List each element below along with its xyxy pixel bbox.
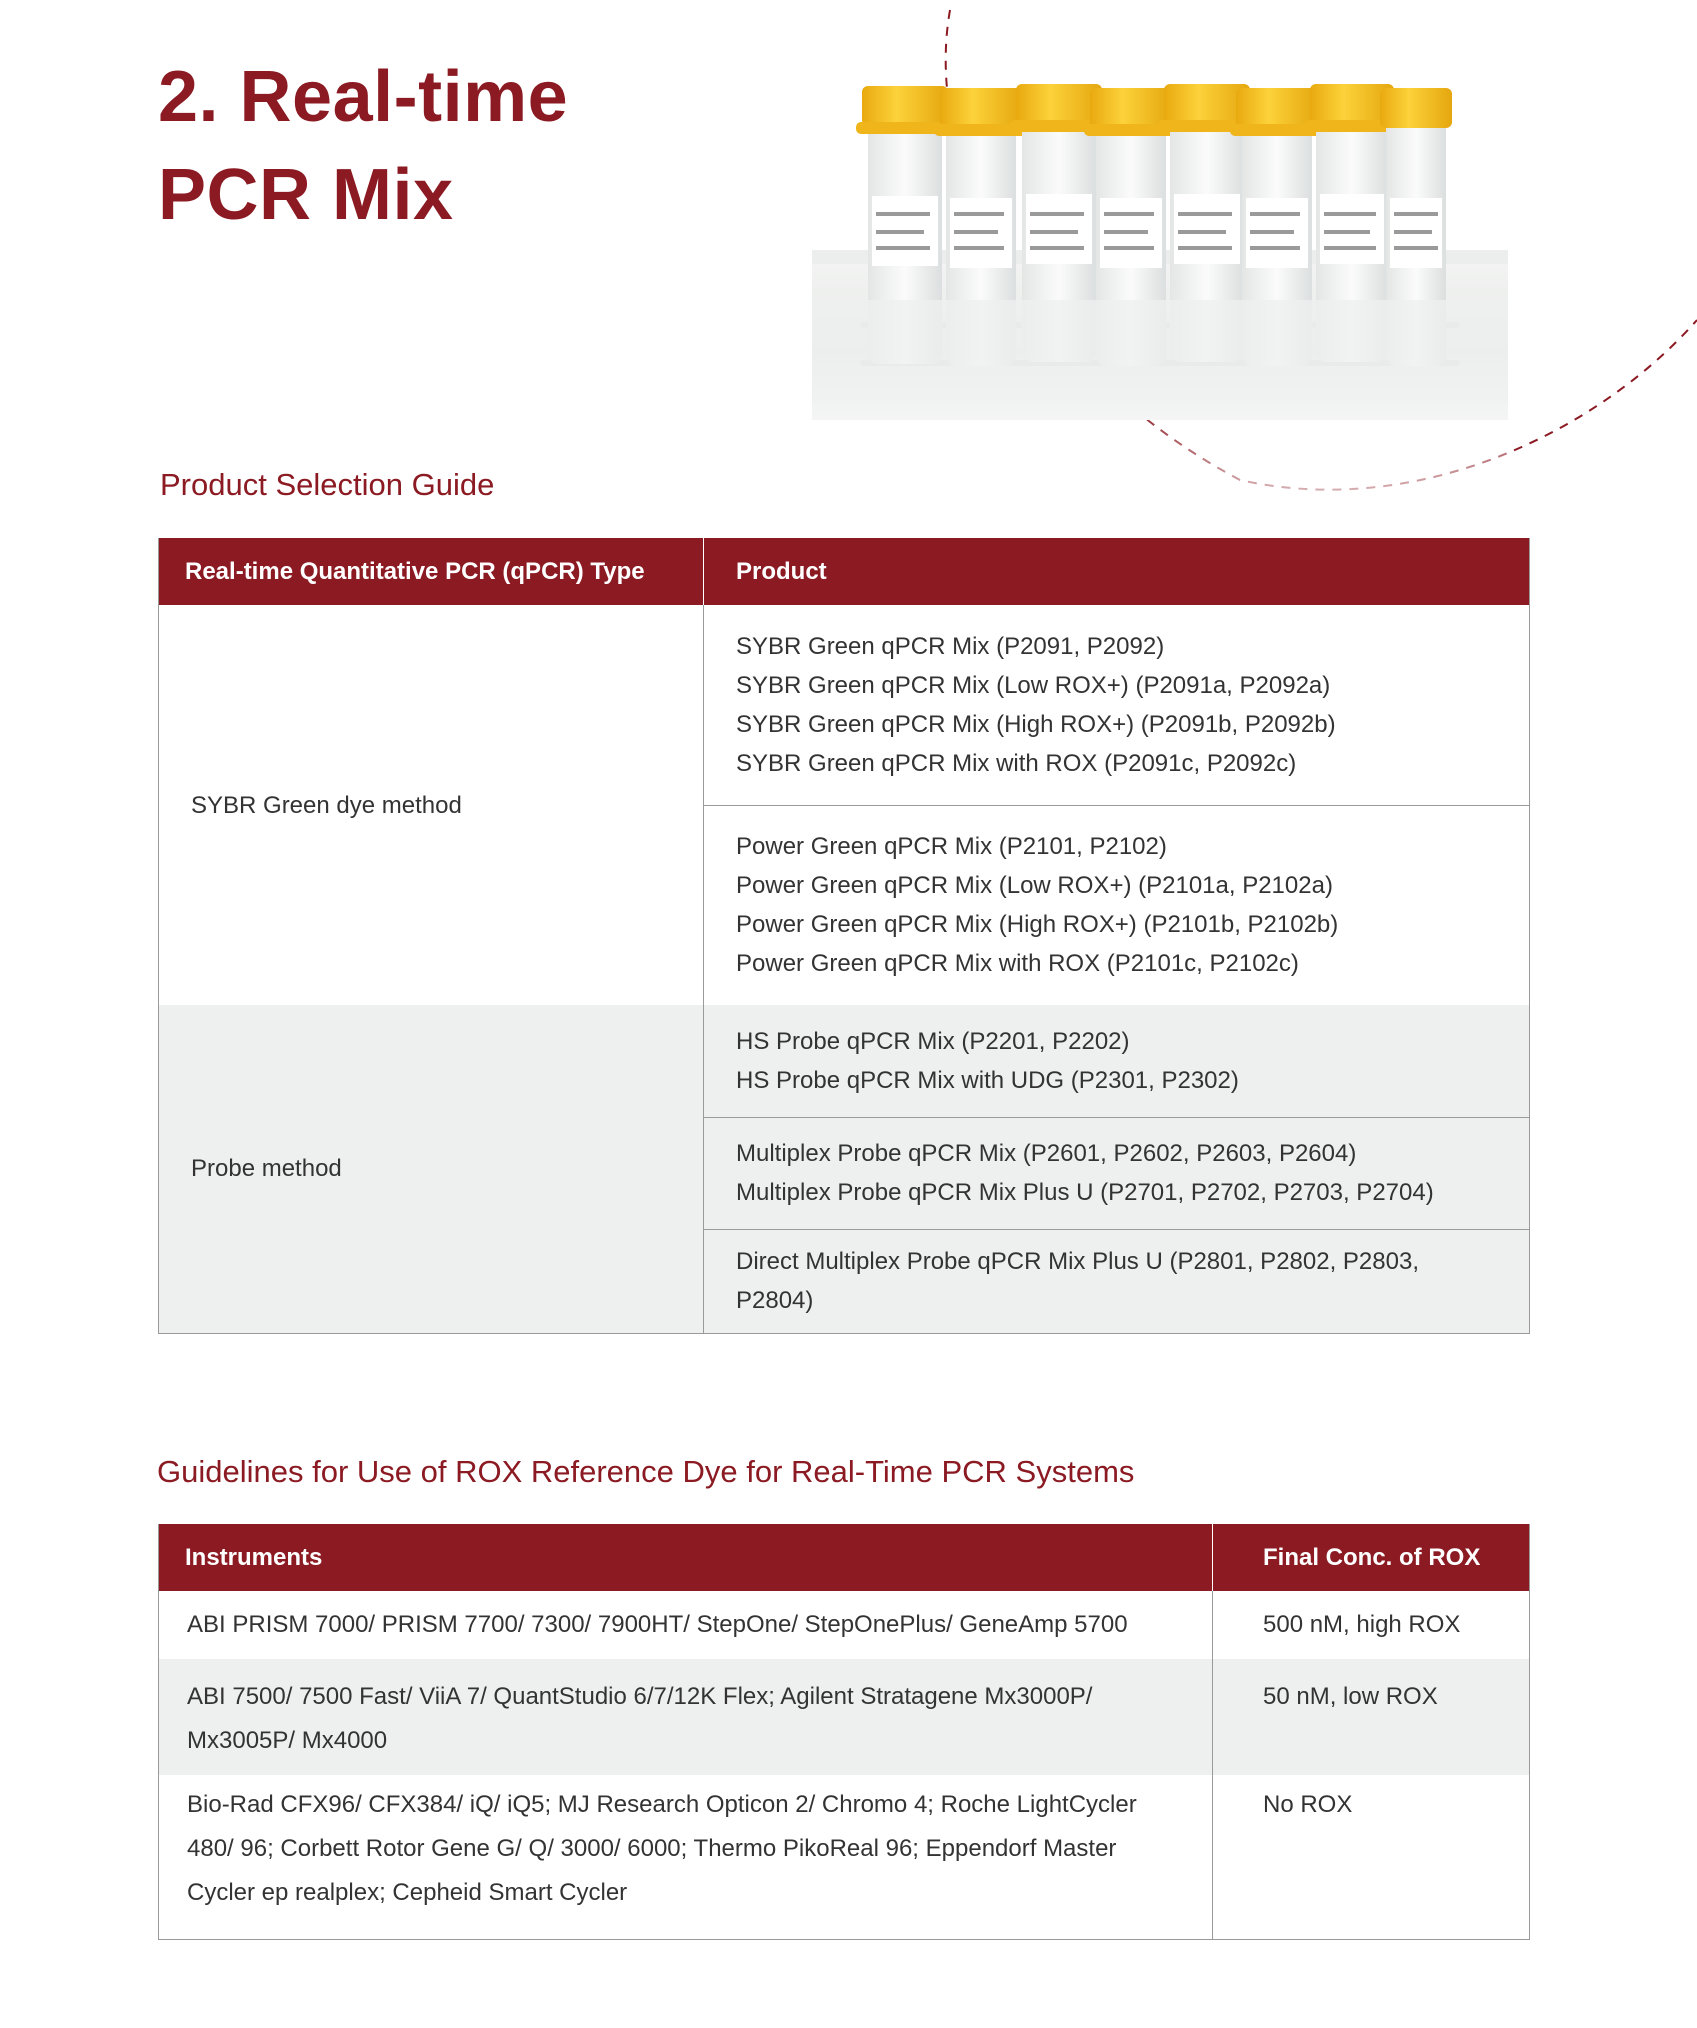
instruments-cell	[159, 1591, 1213, 1659]
title-line-1: 2. Real-time	[158, 57, 569, 137]
table-row	[159, 1775, 1530, 1939]
table-row	[159, 605, 1530, 805]
type-sybr-green: SYBR Green dye method	[159, 605, 704, 1005]
product-selection-heading: Product Selection Guide	[160, 467, 495, 502]
table-row	[159, 1659, 1530, 1775]
table-row	[159, 1591, 1530, 1659]
instruments-line: Mx3005P/ Mx4000	[187, 1727, 388, 1754]
product-block	[704, 1005, 1530, 1117]
header-qpcr-type: Real-time Quantitative PCR (qPCR) Type	[159, 538, 704, 605]
product-block	[704, 1229, 1530, 1333]
header-final-conc-rox: Final Conc. of ROX	[1213, 1524, 1530, 1591]
product-selection-table	[158, 538, 1530, 1334]
type-probe: Probe method	[159, 1005, 704, 1333]
product-line: Power Green qPCR Mix (Low ROX+) (P2101a, P2102a)	[736, 872, 1333, 900]
product-block	[704, 805, 1530, 1005]
table-header-row	[159, 1524, 1530, 1591]
title-line-2: PCR Mix	[158, 155, 454, 235]
product-line: Power Green qPCR Mix (P2101, P2102)	[736, 833, 1167, 861]
product-line: SYBR Green qPCR Mix (High ROX+) (P2091b, P2092b)	[736, 710, 1336, 738]
instruments-line: Bio-Rad CFX96/ CFX384/ iQ/ iQ5; MJ Research Opticon 2/ Chromo 4; Roche LightCycler	[187, 1791, 1137, 1818]
product-line: HS Probe qPCR Mix with UDG (P2301, P2302)	[736, 1066, 1239, 1094]
page-title	[158, 48, 718, 244]
rox-guidelines-table	[158, 1524, 1530, 1940]
rox-guidelines-heading: Guidelines for Use of ROX Reference Dye for Real-Time PCR Systems	[157, 1454, 1135, 1489]
instruments-cell	[159, 1775, 1213, 1939]
instruments-line: ABI 7500/ 7500 Fast/ ViiA 7/ QuantStudio 6/7/12K Flex; Agilent Stratagene Mx3000P/	[187, 1683, 1093, 1710]
product-line: Power Green qPCR Mix (High ROX+) (P2101b, P2102b)	[736, 911, 1339, 939]
table-header-row	[159, 538, 1530, 605]
product-line: HS Probe qPCR Mix (P2201, P2202)	[736, 1027, 1130, 1055]
product-line: SYBR Green qPCR Mix (Low ROX+) (P2091a, P2092a)	[736, 671, 1331, 699]
instruments-line: 480/ 96; Corbett Rotor Gene G/ Q/ 3000/ 6000; Thermo PikoReal 96; Eppendorf Master	[187, 1835, 1117, 1862]
product-block	[704, 1117, 1530, 1229]
rox-cell: 500 nM, high ROX	[1213, 1591, 1530, 1659]
product-line: Multiplex Probe qPCR Mix (P2601, P2602, P2603, P2604)	[736, 1140, 1357, 1167]
product-line: SYBR Green qPCR Mix with ROX (P2091c, P2092c)	[736, 749, 1297, 777]
rox-cell: No ROX	[1213, 1775, 1530, 1939]
product-line: SYBR Green qPCR Mix (P2091, P2092)	[736, 632, 1165, 660]
header-instruments: Instruments	[159, 1524, 1213, 1591]
product-line: Multiplex Probe qPCR Mix Plus U (P2701, P2702, P2703, P2704)	[736, 1179, 1434, 1206]
table-row	[159, 1005, 1530, 1117]
instruments-line: Cycler ep realplex; Cepheid Smart Cycler	[187, 1879, 628, 1906]
rox-cell: 50 nM, low ROX	[1213, 1659, 1530, 1775]
product-line: Power Green qPCR Mix with ROX (P2101c, P2102c)	[736, 950, 1299, 978]
product-line: P2804)	[736, 1287, 814, 1314]
header-product: Product	[704, 538, 1530, 605]
instruments-cell	[159, 1659, 1213, 1775]
product-block	[704, 605, 1530, 805]
instruments-line: ABI PRISM 7000/ PRISM 7700/ 7300/ 7900HT/ StepOne/ StepOnePlus/ GeneAmp 5700	[187, 1611, 1128, 1638]
product-line: Direct Multiplex Probe qPCR Mix Plus U (P2801, P2802, P2803,	[736, 1248, 1419, 1275]
